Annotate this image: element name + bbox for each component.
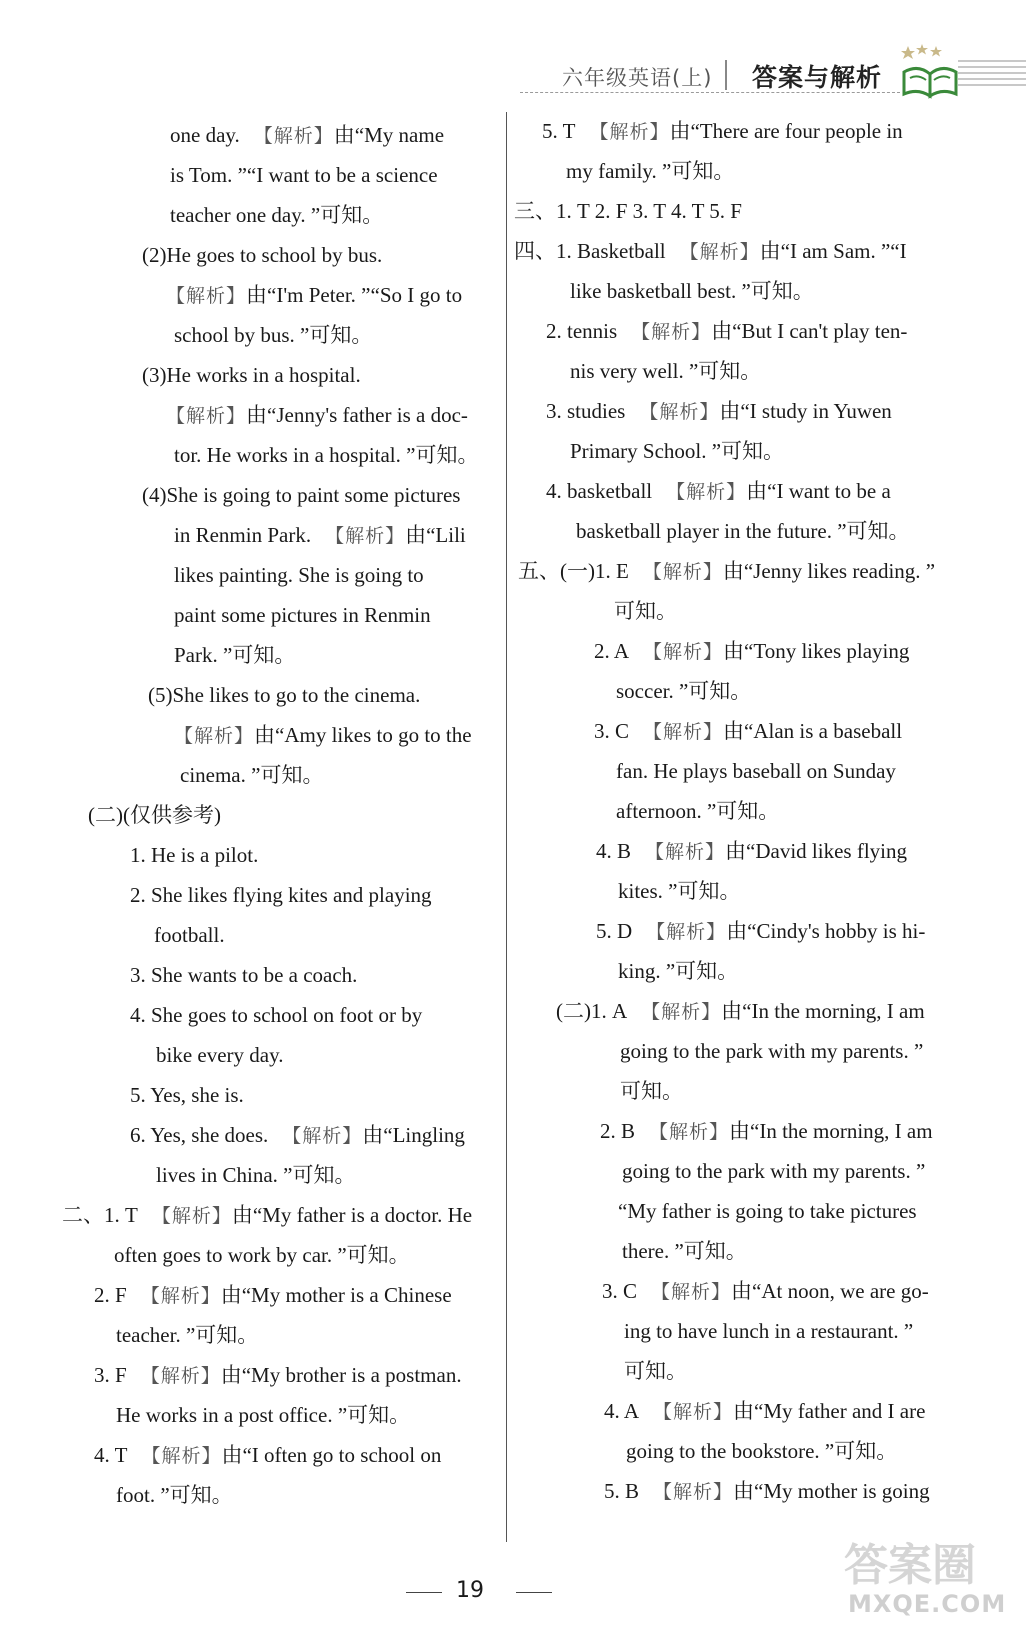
- answer-line: [174, 322, 372, 348]
- analysis-tag: 【解析】: [166, 285, 247, 307]
- answer-text: 2. B: [600, 1119, 636, 1143]
- answer-line: [114, 1242, 410, 1268]
- answer-line: [116, 1482, 233, 1508]
- answer-text: Park. ”可知。: [174, 643, 296, 667]
- answer-line: [116, 1322, 258, 1348]
- analysis-text: 由“I want to be a: [746, 479, 891, 503]
- answer-line: [130, 1082, 244, 1108]
- answer-line: [130, 882, 432, 908]
- answer-text: 3. studies: [546, 399, 626, 423]
- analysis-text: 由“Alan is a baseball: [723, 719, 903, 743]
- analysis-text: 由“Tony likes playing: [723, 639, 910, 663]
- answer-line: [148, 682, 420, 708]
- analysis-tag: 【解析】: [639, 401, 720, 423]
- answer-text: Primary School. ”可知。: [570, 439, 785, 463]
- answer-line: [174, 642, 295, 668]
- analysis-text: 由“Lingling: [362, 1123, 465, 1147]
- answer-line: [156, 1162, 355, 1188]
- answer-text: 5. T: [542, 119, 576, 143]
- answer-line: [616, 798, 779, 824]
- answer-text: 2. A: [594, 639, 630, 663]
- answer-text: 五、(一)1. E: [518, 559, 629, 583]
- answer-text: 2. She likes flying kites and playing: [130, 883, 432, 907]
- answer-text: ing to have lunch in a restaurant. ”: [624, 1319, 914, 1343]
- answer-line: [518, 558, 935, 585]
- answer-text: going to the bookstore. ”可知。: [626, 1439, 898, 1463]
- answer-text: 4. A: [604, 1399, 640, 1423]
- answer-line: [130, 962, 357, 988]
- analysis-text: 由“I study in Yuwen: [719, 399, 892, 423]
- answer-text: (二)1. A: [556, 999, 628, 1023]
- header-stripes: [958, 60, 1026, 90]
- answer-line: [174, 722, 472, 749]
- answer-line: [604, 1478, 930, 1505]
- answer-line: [596, 918, 925, 945]
- analysis-tag: 【解析】: [141, 1445, 222, 1467]
- answer-text: fan. He plays baseball on Sunday: [616, 759, 896, 783]
- answer-text: nis very well. ”可知。: [570, 359, 762, 383]
- answer-text: (3)He works in a hospital.: [142, 363, 361, 387]
- answer-line: [616, 678, 751, 704]
- answer-text: 5. D: [596, 919, 633, 943]
- answer-text: cinema. ”可知。: [180, 763, 324, 787]
- header-title: 答案与解析: [752, 63, 883, 92]
- answer-text: one day.: [170, 123, 240, 147]
- analysis-tag: 【解析】: [643, 641, 724, 663]
- analysis-text: 由“My mother is a Chinese: [220, 1283, 452, 1307]
- answer-line: [170, 122, 444, 149]
- answer-line: [174, 522, 466, 549]
- analysis-tag: 【解析】: [653, 1481, 734, 1503]
- answer-line: [62, 1202, 472, 1229]
- answer-text: school by bus. ”可知。: [174, 323, 373, 347]
- analysis-text: 由“I'm Peter. ”“So I go to: [246, 283, 463, 307]
- header-subtitle: 六年级英语(上): [562, 66, 713, 90]
- answer-line: [174, 442, 478, 468]
- answer-text: teacher. ”可知。: [116, 1323, 259, 1347]
- answer-line: [614, 598, 677, 624]
- answer-line: [180, 762, 323, 788]
- answer-line: [130, 1122, 465, 1149]
- analysis-text: 由“Jenny likes reading. ”: [722, 559, 936, 583]
- answer-text: 5. B: [604, 1479, 640, 1503]
- answer-line: [142, 242, 382, 268]
- answer-text: my family. ”可知。: [566, 159, 735, 183]
- answer-text: 4. B: [596, 839, 632, 863]
- analysis-tag: 【解析】: [253, 125, 334, 147]
- analysis-tag: 【解析】: [643, 721, 724, 743]
- answer-text: 3. F: [94, 1363, 127, 1387]
- analysis-text: 由“My mother is going: [733, 1479, 930, 1503]
- analysis-text: 由“Lili: [405, 523, 466, 547]
- page-header: [0, 0, 1026, 110]
- answer-line: [602, 1278, 929, 1305]
- analysis-tag: 【解析】: [653, 1401, 734, 1423]
- answer-text: there. ”可知。: [622, 1239, 747, 1263]
- answer-line: [542, 118, 903, 145]
- answer-text: (5)She likes to go to the cinema.: [148, 683, 421, 707]
- answer-text: likes painting. She is going to: [174, 563, 424, 587]
- answer-line: [570, 438, 784, 464]
- answer-text: 4. T: [94, 1443, 128, 1467]
- answer-text: 二、1. T: [62, 1203, 138, 1227]
- answer-line: [154, 922, 225, 948]
- answer-line: [514, 238, 907, 265]
- answer-text: 可知。: [624, 1359, 687, 1383]
- analysis-tag: 【解析】: [166, 405, 247, 427]
- answer-text: 4. basketball: [546, 479, 653, 503]
- answer-text: “My father is going to take pictures: [618, 1199, 917, 1223]
- answer-line: [596, 838, 907, 865]
- analysis-tag: 【解析】: [140, 1285, 221, 1307]
- analysis-text: 由“In the morning, I am: [721, 999, 925, 1023]
- answer-text: in Renmin Park.: [174, 523, 312, 547]
- page-number-dash-left: [406, 1592, 442, 1593]
- answer-line: [94, 1442, 441, 1469]
- answer-line: [130, 1002, 422, 1028]
- analysis-text: 由“In the morning, I am: [729, 1119, 933, 1143]
- answer-text: 2. tennis: [546, 319, 618, 343]
- page-number-dash-right: [516, 1592, 552, 1593]
- answer-line: [556, 998, 925, 1025]
- answer-line: [116, 1402, 410, 1428]
- header-separator: [725, 60, 727, 90]
- answer-line: [88, 802, 221, 828]
- analysis-tag: 【解析】: [140, 1365, 221, 1387]
- answer-text: 3. C: [594, 719, 630, 743]
- answer-line: [174, 602, 431, 628]
- analysis-text: 由“My name: [333, 123, 445, 147]
- analysis-text: 由“I often go to school on: [221, 1443, 442, 1467]
- analysis-tag: 【解析】: [646, 921, 727, 943]
- answer-text: is Tom. ”“I want to be a science: [170, 163, 438, 187]
- answer-line: [622, 1158, 925, 1184]
- answer-text: kites. ”可知。: [618, 879, 741, 903]
- answer-text: 可知。: [620, 1079, 683, 1103]
- answer-line: [142, 362, 361, 388]
- answer-text: basketball player in the future. ”可知。: [576, 519, 910, 543]
- answer-text: 5. Yes, she is.: [130, 1083, 244, 1107]
- answer-line: [174, 562, 424, 588]
- analysis-text: 由“Cindy's hobby is hi-: [726, 919, 926, 943]
- analysis-text: 由“Jenny's father is a doc-: [246, 403, 468, 427]
- answer-text: 三、1. T 2. F 3. T 4. T 5. F: [514, 199, 742, 223]
- analysis-tag: 【解析】: [651, 1281, 732, 1303]
- answer-line: [166, 402, 468, 429]
- watermark-icon: [840, 1532, 1020, 1592]
- answer-line: [546, 398, 892, 425]
- answer-line: [170, 202, 383, 228]
- analysis-text: 由“My brother is a postman.: [220, 1363, 462, 1387]
- analysis-text: 由“I am Sam. ”“I: [759, 239, 907, 263]
- analysis-tag: 【解析】: [649, 1121, 730, 1143]
- answer-line: [570, 358, 761, 384]
- answer-line: [620, 1038, 923, 1064]
- answer-line: [618, 958, 738, 984]
- answer-line: [570, 278, 814, 304]
- analysis-tag: 【解析】: [679, 241, 760, 263]
- answer-line: [130, 842, 258, 868]
- analysis-text: 由“My father and I are: [733, 1399, 926, 1423]
- answer-text: He works in a post office. ”可知。: [116, 1403, 411, 1427]
- answer-text: 1. He is a pilot.: [130, 843, 259, 867]
- answer-text: going to the park with my parents. ”: [620, 1039, 924, 1063]
- analysis-tag: 【解析】: [151, 1205, 232, 1227]
- answer-text: (2)He goes to school by bus.: [142, 243, 383, 267]
- answer-line: [170, 162, 438, 188]
- answer-line: [594, 718, 902, 745]
- answer-line: [600, 1118, 933, 1145]
- answer-text: 四、1. Basketball: [514, 239, 666, 263]
- answer-text: paint some pictures in Renmin: [174, 603, 431, 627]
- answer-text: bike every day.: [156, 1043, 284, 1067]
- answer-text: foot. ”可知。: [116, 1483, 233, 1507]
- watermark-text: MXQE.COM: [848, 1590, 1007, 1618]
- svg-text:答案圈: 答案圈: [844, 1540, 976, 1591]
- answer-line: [566, 158, 734, 184]
- answer-text: soccer. ”可知。: [616, 679, 752, 703]
- answer-text: like basketball best. ”可知。: [570, 279, 814, 303]
- analysis-tag: 【解析】: [174, 725, 255, 747]
- analysis-tag: 【解析】: [641, 1001, 722, 1023]
- open-book-icon: [900, 44, 960, 100]
- answer-text: football.: [154, 923, 225, 947]
- answer-line: [94, 1282, 452, 1309]
- answer-text: 3. C: [602, 1279, 638, 1303]
- analysis-text: 由“But I can't play ten-: [711, 319, 908, 343]
- answer-line: [618, 878, 740, 904]
- answer-text: afternoon. ”可知。: [616, 799, 780, 823]
- answer-text: teacher one day. ”可知。: [170, 203, 384, 227]
- answer-text: (二)(仅供参考): [88, 803, 221, 827]
- answer-line: [546, 478, 891, 505]
- answer-line: [624, 1358, 687, 1384]
- column-divider: [506, 112, 507, 1542]
- analysis-text: 由“There are four people in: [669, 119, 903, 143]
- watermark-logo: [840, 1532, 1020, 1622]
- answer-line: [142, 482, 460, 508]
- page-number: 19: [456, 1578, 484, 1603]
- answer-line: [166, 282, 462, 309]
- analysis-tag: 【解析】: [642, 561, 723, 583]
- answer-line: [546, 318, 907, 345]
- answer-line: [94, 1362, 462, 1389]
- answer-line: [604, 1398, 925, 1425]
- analysis-tag: 【解析】: [325, 525, 406, 547]
- answer-line: [618, 1198, 917, 1224]
- answer-line: [620, 1078, 683, 1104]
- answer-text: 可知。: [614, 599, 677, 623]
- answer-text: lives in China. ”可知。: [156, 1163, 356, 1187]
- analysis-tag: 【解析】: [282, 1125, 363, 1147]
- analysis-tag: 【解析】: [645, 841, 726, 863]
- answer-line: [576, 518, 910, 544]
- answer-text: 4. She goes to school on foot or by: [130, 1003, 423, 1027]
- answer-text: tor. He works in a hospital. ”可知。: [174, 443, 479, 467]
- analysis-tag: 【解析】: [589, 121, 670, 143]
- answer-text: (4)She is going to paint some pictures: [142, 483, 461, 507]
- answer-text: king. ”可知。: [618, 959, 739, 983]
- answer-line: [626, 1438, 897, 1464]
- answer-line: [616, 758, 896, 784]
- answer-line: [156, 1042, 284, 1068]
- answer-text: 3. She wants to be a coach.: [130, 963, 358, 987]
- analysis-text: 由“My father is a doctor. He: [231, 1203, 473, 1227]
- answer-text: 6. Yes, she does.: [130, 1123, 269, 1147]
- answer-text: often goes to work by car. ”可知。: [114, 1243, 410, 1267]
- answer-line: [594, 638, 909, 665]
- answer-line: [624, 1318, 913, 1344]
- analysis-tag: 【解析】: [631, 321, 712, 343]
- answer-text: 2. F: [94, 1283, 127, 1307]
- analysis-text: 由“David likes flying: [725, 839, 907, 863]
- analysis-text: 由“Amy likes to go to the: [254, 723, 472, 747]
- answer-line: [622, 1238, 747, 1264]
- analysis-tag: 【解析】: [666, 481, 747, 503]
- answer-text: going to the park with my parents. ”: [622, 1159, 926, 1183]
- answer-line: [514, 198, 742, 224]
- analysis-text: 由“At noon, we are go-: [731, 1279, 929, 1303]
